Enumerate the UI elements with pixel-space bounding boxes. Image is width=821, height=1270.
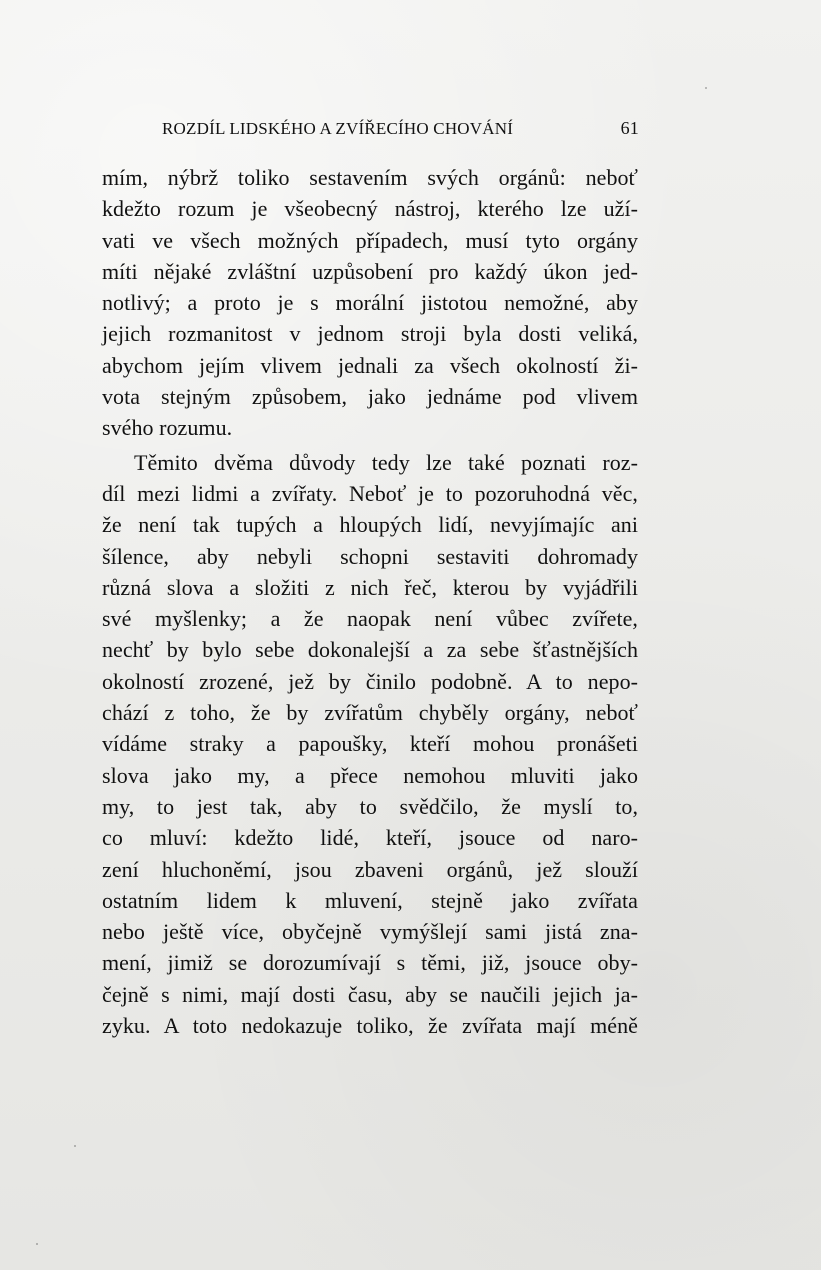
text-line: mení, jimiž se dorozumívají s těmi, již, jsouce oby- <box>102 950 638 976</box>
page-number: 61 <box>620 118 639 138</box>
text-line: míti nějaké zvláštní uzpůsobení pro každý úkon jed- <box>102 258 638 284</box>
text-line: okolností zrozené, jež by činilo podobně. A to nepo- <box>102 668 638 694</box>
text-line: kdežto rozum je všeobecný nástroj, kterého lze uží- <box>102 196 638 222</box>
text-line: nechť by bylo sebe dokonalejší a za sebe šťastnějších <box>102 637 638 663</box>
text-line: vati ve všech možných případech, musí tyto orgány <box>102 227 638 253</box>
body-text <box>102 162 638 1041</box>
text-line: čejně s nimi, mají dosti času, aby se naučili jejich ja- <box>102 981 638 1007</box>
running-header <box>162 118 639 146</box>
text-line: díl mezi lidmi a zvířaty. Neboť je to pozoruhodná věc, <box>102 480 638 506</box>
text-line: mím, nýbrž toliko sestavením svých orgánů: neboť <box>102 165 638 190</box>
paper-speck <box>705 87 707 89</box>
text-line: chází z toho, že by zvířatům chyběly orgány, neboť <box>102 700 638 726</box>
text-line: svého rozumu. <box>102 415 233 441</box>
text-line: šílence, aby nebyli schopni sestaviti dohromady <box>102 543 638 569</box>
text-line: že není tak tupých a hloupých lidí, nevyjímajíc ani <box>102 512 638 538</box>
text-line: vídáme straky a papoušky, kteří mohou pronášeti <box>102 731 638 757</box>
paper-speck <box>74 1145 76 1147</box>
text-line: Těmito dvěma důvody tedy lze také poznati roz- <box>134 449 638 475</box>
text-line: ostatním lidem k mluvení, stejně jako zvířata <box>102 887 638 913</box>
text-line: zení hluchoněmí, jsou zbaveni orgánů, jež slouží <box>102 856 638 882</box>
paper-speck <box>36 1243 38 1245</box>
text-line: co mluví: kdežto lidé, kteří, jsouce od naro- <box>102 825 638 851</box>
text-line: nebo ještě více, obyčejně vymýšlejí sami jistá zna- <box>102 919 638 945</box>
text-line: jejich rozmanitost v jednom stroji byla dosti veliká, <box>102 321 638 347</box>
text-line: své myšlenky; a že naopak není vůbec zvířete, <box>102 606 638 632</box>
paragraph-2 <box>102 447 638 1042</box>
text-line: zyku. A toto nedokazuje toliko, že zvířata mají méně <box>102 1013 638 1039</box>
text-line: slova jako my, a přece nemohou mluviti jako <box>102 762 638 788</box>
text-line: abychom jejím vlivem jednali za všech okolností ži- <box>102 352 638 378</box>
text-line: různá slova a složiti z nich řeč, kterou by vyjádřili <box>102 574 638 600</box>
text-line: my, to jest tak, aby to svědčilo, že myslí to, <box>102 793 638 819</box>
text-line: vota stejným způsobem, jako jednáme pod vlivem <box>102 384 638 410</box>
running-title: ROZDÍL LIDSKÉHO A ZVÍŘECÍHO CHOVÁNÍ <box>162 119 514 138</box>
paragraph-1 <box>102 162 638 444</box>
text-line: notlivý; a proto je s morální jistotou nemožné, aby <box>102 290 638 316</box>
